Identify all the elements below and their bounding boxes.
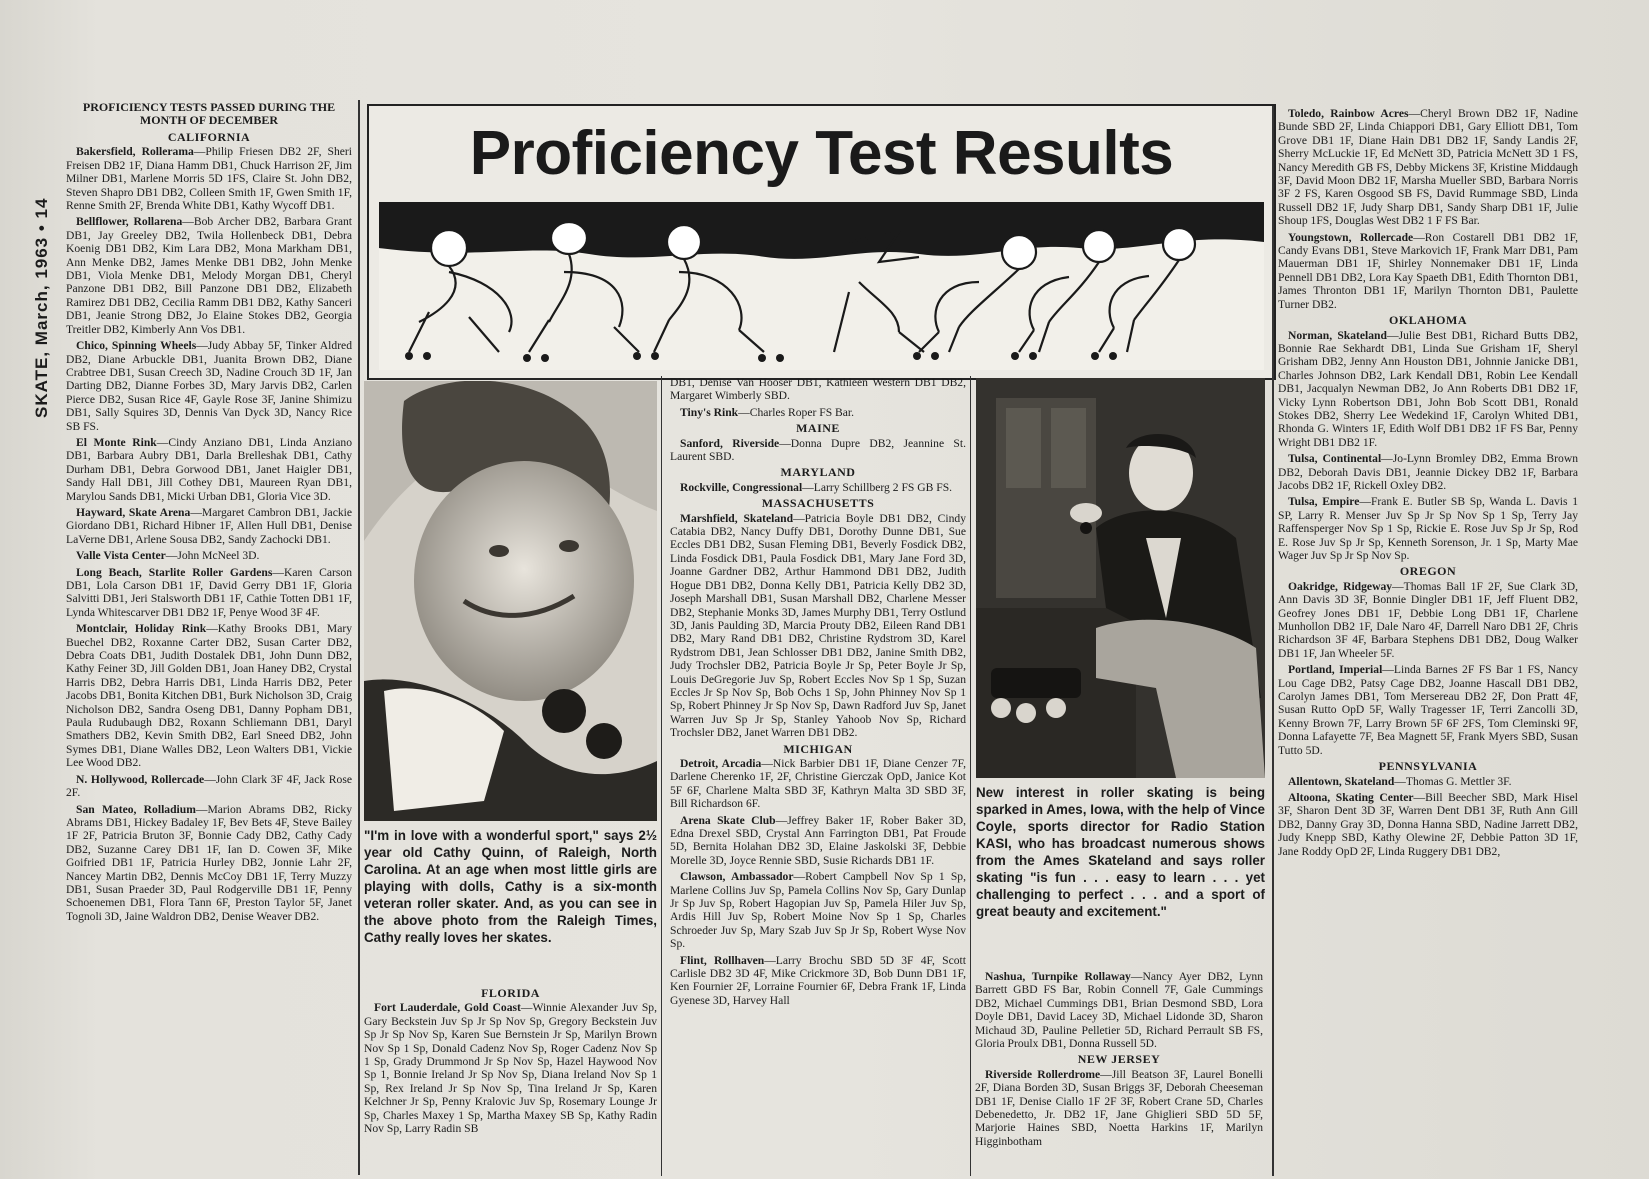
- rink-name: Nashua, Turnpike Rollaway: [985, 970, 1131, 983]
- rink-entry: [670, 512, 966, 740]
- rink-name: Toledo, Rainbow Acres: [1288, 107, 1409, 120]
- rink-name: Norman, Skateland: [1288, 328, 1387, 342]
- rink-name: N. Hollywood, Rollercade: [76, 772, 205, 786]
- state-heading: MICHIGAN: [783, 741, 853, 756]
- skater-list: —Jill Beatson 3F, Laurel Bonelli 2F, Diana Borden 3D, Susan Briggs 3F, Deborah Cheeseman DB1 1F, Denise Ciallo 1F 2F 3F, Robert Crane 5D, Charles Debenedetto, Jr. DB2 1F, Jane Ghiglieri SBD 5D 5F, Marjorie Haines SBD, Noetta Harkins 1F, Marilyn Higginbotham: [975, 1067, 1263, 1148]
- skater-list: —Philip Friesen DB2 2F, Sheri Freisen DB2 1F, Diana Hamm DB1, Chuck Harrison 2F, Jim Milner DB1, Marlene Morris 5D 1FS, Claire St. John DB2, Steven Shapro DB1 DB2, Colleen Smith 1F, Gwen Smith 1F, Renne Smith 2F, Brenda White DB1, Kathy Wycoff DB1.: [66, 145, 352, 213]
- skater-list: —Margaret Cambron DB1, Jackie Giordano DB1, Richard Hibner 1F, Allen Hull DB1, Denise LaVerne DB1, Arlene Sousa DB2, Sandy Zachocki DB1.: [66, 505, 352, 546]
- skater-list: —Larry Brochu SBD 5D 3F 4F, Scott Carlisle DB2 3D 4F, Mike Crickmore 3D, Bob Dunn DB1 1F, Ken Fournier 2F, Lorraine Fournier 6F, Debra Frank 1F, Linda Gyenese 3D, Harvey Hall: [670, 953, 966, 1007]
- rink-name: Tulsa, Continental: [1288, 452, 1382, 466]
- rink-entry: [1278, 791, 1578, 858]
- rink-entry: [670, 814, 966, 868]
- column-rule: [358, 100, 360, 1175]
- state-heading: MAINE: [796, 421, 840, 436]
- column-middle: [670, 376, 966, 1176]
- skater-list: —Ron Costarell DB1 DB2 1F, Candy Evans DB1, Steve Markovich 1F, Frank Marr DB1, Pam Mauerman DB1 1F, Shirley Nonnemaker DB1 1F, Linda Pennell DB1 DB2, Lora Kay Spaeth DB1, Edith Thornton DB1, James Thronton DB1 1F, Marilyn Thornton DB1, Paulette Turner DB2.: [1278, 230, 1578, 311]
- skater-list: —Charles Roper FS Bar.: [738, 405, 855, 419]
- photo-caption-left: "I'm in love with a wonderful sport," says 2½ year old Cathy Quinn, of Raleigh, North Carolina. At an age when most little girls are playing with dolls, Cathy is a six-month veteran roller skater. And, as you can see in the above photo from the Raleigh Times, Cathy really loves her skates.: [364, 828, 657, 945]
- skater-list: —Patricia Boyle DB1 DB2, Cindy Catabia DB2, Nancy Duffy DB1, Dorothy Dunne DB1, Sue Eccles DB1 DB2, Susan Fleming DB1, Beverly Fosdick DB2, Linda Fosdick DB1, Paula Fosdick DB1, Mary Jane Ford 3D, Joanne Gardner DB2, Arthur Hammond DB1 DB2, Judith Hogue DB1 DB2, Donna Kelly DB1, Patricia Kelly DB2 3D, Joseph Marshall DB1, Susan Marshall DB2, Charlene Messer DB2, Stephanie Monks 3D, James Murphy DB1, Terry Ostlund 3D, Janis Paulding 3D, Marcia Prouty DB2, Eileen Rand DB1 DB2, Mary Rand DB1 DB2, Christine Rydstrom 3D, Karel Rydstrom DB1, Jean Schlosser DB1 DB2, Janine Smith DB2, Judy Trochsler DB2, Patricia Boyle Jr Sp, Peter Boyle Jr Sp, Louis DeGregorie Juv Sp, Robert Eccles Nov Sp 1 Sp, Suzan Eccles Jr Sp Nov Sp, Bob Ochs 1 Sp, John Phinney Nov Sp 1 Sp, Robert Phinney Jr Sp Nov Sp, Dawn Radford Juv Sp, Janet Warren Juv Sp Jr Sp, Stanley Yahoob Nov Sp, Richard Trochsler DB2, Janet Warren DB1 DB2.: [670, 511, 966, 740]
- photo-caption-right: New interest in roller skating is being sparked in Ames, Iowa, with the help of Vince Coyle, sports director for Radio Station KASI, who has broadcast numerous shows from the Ames Skateland and says roller skating "is fun . . . easy to learn . . . yet challenging to perfect . . . and a sport of great beauty and excitement.": [976, 785, 1265, 919]
- skater-list: —Nick Barbier DB1 1F, Diane Cenzer 7F, Darlene Cherenko 1F, 2F, Christine Gierczak OpD, Janice Kot 5F 6F, Charlene Malta SBD 3F, Kathryn Malta 3D SBD 3F, Bill Richardson 6F.: [670, 756, 966, 811]
- rink-name: Long Beach, Starlite Roller Gardens: [76, 565, 273, 579]
- man-with-roller-skate-photo: [976, 378, 1265, 778]
- rink-name: Portland, Imperial: [1288, 663, 1383, 677]
- headline: Proficiency Test Results: [469, 119, 1174, 188]
- rink-entry: [670, 406, 966, 419]
- rink-entry: [1278, 107, 1578, 228]
- girl-with-skate-photo: [364, 381, 657, 821]
- rink-entry: [670, 870, 966, 950]
- rink-name: Oakridge, Ridgeway: [1288, 579, 1393, 593]
- rink-name: Flint, Rollhaven: [680, 953, 765, 967]
- rink-name: Altoona, Skating Center: [1288, 790, 1414, 804]
- rink-name: Tiny's Rink: [680, 405, 739, 419]
- rink-entry: [975, 970, 1263, 1050]
- state-heading: PENNSYLVANIA: [1378, 759, 1478, 774]
- rink-entry: [1278, 231, 1578, 311]
- rink-entry: [1278, 580, 1578, 660]
- column-header: PROFICIENCY TESTS PASSED DURING THE MONTH OF DECEMBER: [82, 101, 336, 127]
- skater-list: —Julie Best DB1, Richard Butts DB2, Bonnie Rae Sekhardt DB1, Linda Sue Grisham 1F, Sheryl Grisham DB2, Jenny Ann Houston DB1, Johnnie Janicke DB1, Charles Johnson DB2, Lark Kendall DB1, Robin Lee Kendall DB1, Jacqualyn Newman DB2, Jo Ann Roberts DB1 DB2 1F, Vicky Lynn Robertson DB1, John Bob Scott DB1, Ronald Stokes DB2, Sherry Lee Wedekind 1F, Carolyn Whited DB1, Rhonda G. Winters 1F, Edith Wolf DB1 DB2 1F FS Bar, Penny Wright DB1 DB2 1F.: [1278, 328, 1578, 449]
- folio-text: SKATE, March, 1963 • 14: [32, 197, 51, 418]
- rink-name: Montclair, Holiday Rink: [76, 622, 207, 636]
- rink-entry: [66, 339, 352, 433]
- rink-entry: [975, 1068, 1263, 1148]
- rink-entry: [66, 506, 352, 546]
- rink-name: Riverside Rollerdrome: [985, 1067, 1101, 1081]
- rink-entry: [670, 954, 966, 1008]
- column-rule: [1272, 106, 1274, 1176]
- skater-list: —Karen Carson DB1, Lola Carson DB1 1F, David Gerry DB1 1F, Gloria Salvitti DB1, Jeri Stalsworth DB1 1F, Cathie Totten DB1 1F, Lynda Whitescarver DB1 DB2 1F, Penye Wood 3F 4F.: [66, 565, 352, 619]
- skater-list: —Robert Campbell Nov Sp 1 Sp, Marlene Collins Juv Sp, Pamela Collins Nov Sp, Gary Dunlap Jr Sp Juv Sp, Robert Hagopian Juv Sp, Pamela Hiler Juv Sp, Ardis Hill Juv Sp, Robert Moine Nov Sp 1 Sp, Charles Schroeder Juv Sp, Mary Szab Juv Sp Jr Sp, Robert Wyse Nov Sp.: [670, 870, 966, 951]
- skater-list: —Jeffrey Baker 1F, Rober Baker 3D, Edna Drexel SBD, Crystal Ann Farrington DB1, Pat Froude 5D, Bernita Holahan DB2 3D, Elaine Jaskolski 3F, Debbie Morelle 3D, Joyce Rennie SBD, Susie Richards DB1 1F.: [670, 813, 966, 867]
- skater-list: —Linda Barnes 2F FS Bar 1 FS, Nancy Lou Cage DB2, Patsy Cage DB2, Joanne Hascall DB1 DB2, Carolyn James DB1, Tom Mersereau DB2 2F, Don Pratt 4F, Susan Rutto OpD 5F, Wally Tragesser 1F, Terri Zancolli 3D, Kenny Brown 7F, Larry Brown 5F 6F 2FS, Tom Cleminski 9F, Donna Lafayette 7F, Bea Magnett 5F, Frank Myers SBD, Susan Tutto 5D.: [1278, 663, 1578, 757]
- state-heading: MARYLAND: [780, 465, 856, 480]
- column-nashua: [975, 970, 1263, 1176]
- skater-list: —Marion Abrams DB2, Ricky Abrams DB1, Hickey Badaley 1F, Bev Bets 4F, Steve Bailey 1F 2F, Patricia Bruton 3F, Bonnie Cady DB2, Cathy Cady DB2, Suzanne Carey DB1 1F, Ian D. Cowen 3F, Mike Goifried DB1 1F, Patricia Hurley DB2, Jonnie Lahr 2F, Nancey Martin DB2, Dennis McCoy DB1 1F, Terry Muzzy DB1, Susan Praeder 3D, Paul Rodgerville DB1 1F, Penny Schoenemen DB1, Flora Tann 6F, Preston Taylor 5F, Janet Tognoli 3D, Jaine Waldron DB2, Denise Weaver DB2.: [66, 802, 352, 923]
- skater-list: —Jo-Lynn Bromley DB2, Emma Brown DB2, Deborah Davis DB1, Jeannie Dickey DB2 1F, Barbara Jacobs DB2 1F, Rickell Oxley DB2.: [1278, 452, 1578, 492]
- rink-name: Bellflower, Rollarena: [76, 215, 183, 229]
- rink-name: Chico, Spinning Wheels: [76, 339, 197, 353]
- rink-entry: [66, 145, 352, 212]
- skater-list: —John Clark 3F 4F, Jack Rose 2F.: [66, 772, 352, 800]
- column-florida: [364, 985, 657, 1176]
- rink-entry: [1278, 663, 1578, 757]
- rink-entry: [66, 566, 352, 620]
- rink-name: Marshfield, Skateland: [680, 511, 794, 525]
- rink-entry: [1278, 329, 1578, 450]
- rink-name: San Mateo, Rolladium: [76, 802, 196, 816]
- column-rule: [970, 376, 971, 1176]
- continued-text: DB1, Denise Van Hooser DB1, Kathleen Western DB1 DB2, Margaret Wimberly SBD.: [670, 376, 966, 403]
- skater-list: —Donna Dupre DB2, Jeannine St. Laurent SBD.: [670, 436, 966, 464]
- rink-name: Allentown, Skateland: [1288, 774, 1395, 788]
- rink-entry: [1278, 775, 1578, 788]
- rink-entry: [66, 549, 352, 562]
- rink-name: Detroit, Arcadia: [680, 756, 762, 770]
- rink-entry: [670, 481, 966, 494]
- rink-name: Arena Skate Club: [680, 813, 776, 827]
- rink-name: Clawson, Ambassador: [680, 870, 794, 884]
- rink-name: Fort Lauderdale, Gold Coast: [374, 1001, 521, 1015]
- rink-name: Sanford, Riverside: [680, 436, 780, 450]
- rink-entry: [66, 803, 352, 924]
- skater-list: —Kathy Brooks DB1, Mary Buechel DB2, Roxanne Carter DB2, Susan Carter DB2, Debra Coats DB1, Judith Dostalek DB1, John Dunn DB2, Kathy Feiner 3D, Jill Golden DB1, Joan Haney DB2, Crystal Harris DB2, Debra Harris DB1, Linda Harris DB2, Peter Jacobs DB1, Bonita Kitchen DB1, Burk Nicholson 3D, Craig Nicholson DB2, Sandra Oseng DB1, Danny Popham DB1, Paula Rudubaugh DB2, Roxann Schliemann DB1, Daryl Smathers DB2, Kevin Smith DB2, Earl Sneed DB2, John Symes DB1, Diane Walles DB2, Leon Walters DB1, Vickie Lee Wood DB2.: [66, 622, 352, 770]
- state-heading: FLORIDA: [481, 986, 540, 1000]
- rink-entry: [66, 215, 352, 336]
- skater-list: —Nancy Ayer DB2, Lynn Barrett GBD FS Bar, Robin Connell 7F, Gale Cummings DB2, Michael Cummings DB1, Brian Desmond SBD, Lora Doyle DB1, David Lacey 3D, Michael Lidonde 3D, Sharon Michaud 3D, Pauline Pelletier 5D, Richard Perrault SB FS, Gloria Proulx DB1, Donna Russell 5D.: [975, 970, 1263, 1051]
- skating-cartoon-illustration: [379, 202, 1264, 370]
- rink-entry: [670, 757, 966, 811]
- rink-name: Hayward, Skate Arena: [76, 505, 191, 519]
- skater-list: —Cheryl Brown DB2 1F, Nadine Bunde SBD 2F, Linda Chiappori DB1, Gary Elliott DB1, Tom Grove DB1 1F, Diane Hain DB1 DB2 1F, Sandy Landis 2F, Sherry McLuckie 1F, Ed McNett 3D, Patricia McNett 3D 1 FS, Nancy Meredith GB FS, Debby Mickens 3F, Kristine Middaugh 3F, David Moon DB2 1F, Marsha Mueller SBD, Barbara Norris 3F 2 FS, Karen Osgood SB FS, David Rummage SBD, Linda Russell DB2 1F, Judy Sharp DB1, Sandy Sharp DB1 1F, Julie Shoup 1FS, Douglas West DB2 1 F FS Bar.: [1278, 107, 1578, 228]
- state-heading: OKLAHOMA: [1389, 313, 1467, 328]
- rink-name: Rockville, Congressional: [680, 480, 803, 494]
- skater-list: —John McNeel 3D.: [165, 549, 260, 563]
- column-rule: [661, 376, 662, 1176]
- skater-list: —Thomas G. Mettler 3F.: [1394, 774, 1512, 788]
- skater-list: —Larry Schillberg 2 FS GB FS.: [802, 480, 953, 494]
- rink-name: Valle Vista Center: [76, 549, 166, 563]
- skater-list: —Bob Archer DB2, Barbara Grant DB1, Jay Greeley DB2, Twila Hollenbeck DB1, Debra Koenig DB1 DB2, Kim Lara DB2, Mona Markham DB1, Ann Menke DB2, James Menke DB1 DB2, John Menke DB1, Viola Menke DB1, Melody Morgan DB1, Cheryl Panzone DB1 DB2, Bill Panzone DB1 DB2, Elizabeth Ramirez DB1 DB2, Cecilia Ramm DB1 DB2, Kathy Sanceri DB1, Jeanie Strong DB2, Jo Elaine Stokes DB2, Georgia Treitler DB2, Kimberly Ann Vos DB1.: [66, 215, 352, 336]
- skater-list: —Frank E. Butler SB Sp, Wanda L. Davis 1 SP, Larry R. Menser Juv Sp Jr Sp Nov Sp 1 Sp, Terry Jay Raffensperger Nov Sp 1 Sp, Rickie E. Rose Juv Sp Jr Sp, Rod E. Rose Juv Sp Jr Sp, Kenneth Sorenson, Jr. 1 Sp, Marty Mae Wager Juv Sp Jr Sp Nov Sp.: [1278, 495, 1578, 562]
- skater-list: —Cindy Anziano DB1, Linda Anziano DB1, Barbara Aubry DB1, Darla Brelleshak DB1, Cathy Durham DB1, Debra Gorwood DB1, Janet Haigler DB1, Sandy Hall DB1, Jill Cothey DB1, Maureen Ryan DB1, Marylou Sands DB1, Micki Urban DB1, Gloria Vice 3D.: [66, 435, 352, 503]
- skater-list: —Thomas Ball 1F 2F, Sue Clark 3D, Ann Davis 3D 3F, Bonnie Dingler DB1 1F, Jeff Fluent DB2, Geofrey Jones DB1 1F, Debbie Long DB1 1F, Charlene Munhollon DB2 1F, Dale Naro 4F, Darrell Naro DB1 2F, Chris Richardson 3F 4F, Barbara Stephens DB1 DB2, Doug Walker DB1 1F, Jan Wheeler 5F.: [1278, 579, 1578, 660]
- rink-entry: [1278, 452, 1578, 492]
- state-heading: OREGON: [1399, 564, 1457, 579]
- state-heading: NEW JERSEY: [1077, 1052, 1161, 1067]
- column-right: [1278, 107, 1578, 1177]
- skater-list: —Judy Abbay 5F, Tinker Aldred DB2, Diane Arbuckle DB1, Juanita Brown DB2, Diane Crabtree DB1, Susan Creech 3D, Nadine Crouch 3D 1F, Jan Darting DB2, Dianne Forbes 3D, Mary Jarvis DB2, Carlen Pierce DB2, Susan Rice 4F, Gayle Rose 3F, Janine Shimizu DB1, Sally Squires 3D, Dennis Van Dyck 3D, Nancy Rice SB FS.: [66, 339, 352, 433]
- rink-name: Tulsa, Empire: [1288, 495, 1360, 509]
- page-folio: [28, 100, 58, 420]
- state-heading: MASSACHUSETTS: [761, 496, 875, 511]
- rink-name: El Monte Rink: [76, 435, 157, 449]
- rink-entry: [364, 1001, 657, 1135]
- rink-entry: [66, 622, 352, 769]
- rink-entry: [670, 437, 966, 464]
- headline-banner: [367, 104, 1276, 380]
- rink-name: Bakersfield, Rollerama: [76, 145, 194, 159]
- column-california: [66, 101, 352, 1176]
- rink-entry: [66, 773, 352, 800]
- rink-entry: [66, 436, 352, 503]
- state-heading: CALIFORNIA: [167, 130, 251, 144]
- skater-list: —Winnie Alexander Juv Sp, Gary Beckstein Juv Sp Jr Sp Nov Sp, Gregory Beckstein Juv Sp Jr Sp Nov Sp, Karen Sue Bernstein Jr Sp, Marilyn Brown Nov Sp 1 Sp, Donald Cadenz Nov Sp, Roger Cadenz Nov Sp 1 Sp, Grady Drummond Jr Sp Nov Sp, Hazel Haywood Nov Sp 1, Bonnie Ireland Jr Sp Nov Sp, Diana Ireland Nov Sp 1 Sp, Rex Ireland Jr Sp Nov Sp, Tina Ireland Jr Sp, Karen Kelchner Jr Sp, Penny Kralovic Juv Sp, Rosemary Lounge Jr Sp, Charles Maxey 1 Sp, Martha Maxey SB Sp, Kathy Radin Nov Sp, Larry Radin SB: [364, 1001, 657, 1136]
- rink-name: Youngstown, Rollercade: [1288, 230, 1414, 244]
- rink-entry: [1278, 495, 1578, 562]
- skater-list: —Bill Beecher SBD, Mark Hisel 3F, Sharon Dent 3D 3F, Warren Dent DB1 3F, Ruth Ann Gill DB2, Danny Gray 3D, Donna Hanna SBD, Nadine Jarrett DB2, Judy Knepp SBD, Kathy Olewine 2F, Debbie Patton 3D 1F, Jane Roddy OpD 2F, Linda Ruggery DB1 DB2,: [1278, 790, 1578, 858]
